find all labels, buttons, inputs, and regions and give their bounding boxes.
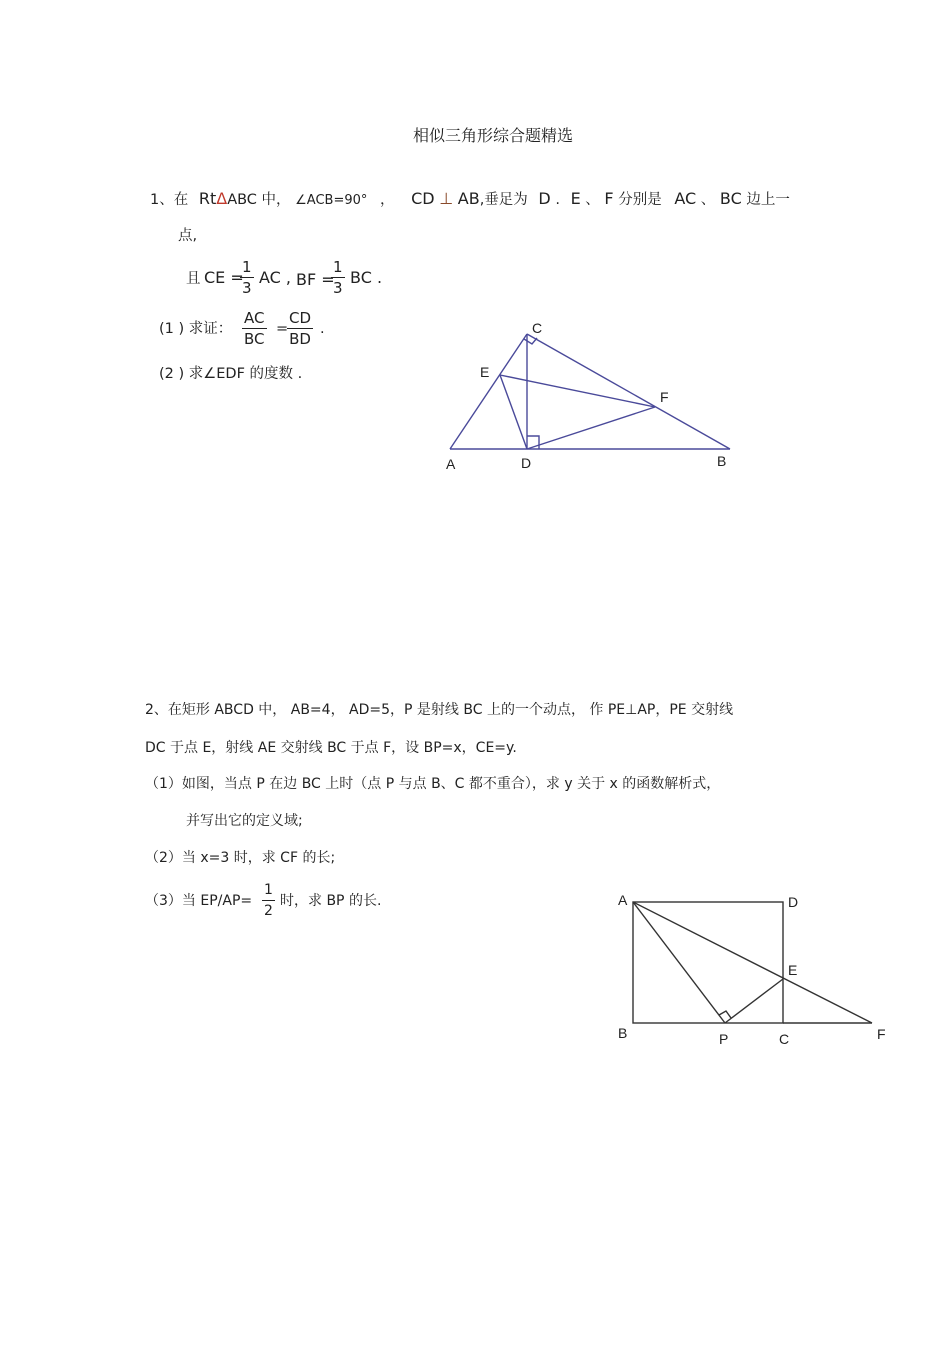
fig1-segment-cb bbox=[527, 334, 730, 449]
p1-comma: ， bbox=[380, 192, 395, 208]
p1-e: E bbox=[570, 189, 581, 208]
p1-cond-pre: 且 bbox=[186, 271, 201, 287]
fig1-segment-ac bbox=[450, 334, 527, 449]
p1-q1-fraction-right bbox=[287, 308, 313, 349]
p1-f: F bbox=[604, 189, 614, 208]
p1-respectively: 分别是 bbox=[618, 192, 662, 208]
p1-cond-f2-den: 3 bbox=[333, 279, 343, 297]
p1-cond-f1-den: 3 bbox=[242, 279, 252, 297]
p1-q1-fraction-left bbox=[242, 308, 267, 349]
p1-side-text: 边上一 bbox=[746, 192, 790, 208]
p1-cond-ac: AC , bbox=[259, 268, 292, 287]
p1-d: D bbox=[538, 189, 551, 208]
p1-triangle-symbol: Δ bbox=[216, 189, 228, 208]
p1-cond-bf: BF = bbox=[296, 270, 335, 289]
fig1-label-d: D bbox=[521, 455, 532, 471]
fig2-label-p: P bbox=[719, 1031, 729, 1047]
p1-dot: . bbox=[555, 192, 560, 208]
p1-bc: BC bbox=[719, 189, 742, 208]
p1-abc: ABC bbox=[227, 192, 257, 208]
p1-cd: CD bbox=[411, 189, 435, 208]
p1-cond-bc: BC . bbox=[350, 268, 383, 287]
p1-zhong: 中， bbox=[261, 192, 291, 208]
p1-q1-num-2: CD bbox=[289, 309, 312, 327]
problem-2-line-1: 2、在矩形 ABCD 中， AB=4， AD=5，P 是射线 BC 上的一个动点， 作 PE⊥AP，PE 交射线 bbox=[145, 702, 734, 718]
p1-cond-fraction-1 bbox=[240, 257, 254, 298]
p1-angle-acb: ∠ACB=90° bbox=[295, 193, 368, 208]
fig2-label-b: B bbox=[618, 1025, 628, 1041]
fig2-label-f: F bbox=[877, 1026, 886, 1042]
fig1-label-f: F bbox=[660, 389, 669, 405]
p1-ac: AC bbox=[674, 189, 697, 208]
page-title: 相似三角形综合题精选 bbox=[413, 126, 574, 145]
fig1-label-b: B bbox=[717, 453, 727, 469]
fig2-segment-pe bbox=[725, 979, 783, 1023]
p2-q1-line-1: （1）如图，当点 P 在边 BC 上时（点 P 与点 B、C 都不重合），求 y 关于 x 的函数解析式， bbox=[145, 776, 721, 792]
p2-q3-num: 1 bbox=[262, 880, 275, 901]
figure-1-triangle bbox=[430, 310, 750, 480]
fig2-label-a: A bbox=[618, 892, 628, 908]
fig2-segment-ap bbox=[633, 902, 725, 1023]
fig2-label-c: C bbox=[779, 1031, 790, 1047]
p2-q2: （2）当 x=3 时，求 CF 的长; bbox=[145, 850, 336, 866]
fig2-label-e: E bbox=[788, 962, 798, 978]
p2-q3-den: 2 bbox=[264, 903, 273, 919]
problem-1-line-1 bbox=[150, 190, 790, 210]
p1-q1-equals: = bbox=[276, 321, 289, 337]
p1-cond-f2-num: 1 bbox=[333, 258, 343, 276]
p1-foot: ,垂足为 bbox=[479, 192, 528, 208]
p1-q1-end: . bbox=[320, 321, 325, 337]
fig1-label-e: E bbox=[480, 364, 490, 380]
p1-q2: (2 ) 求∠EDF 的度数 . bbox=[159, 366, 303, 382]
p2-q3-post: 时，求 BP 的长. bbox=[280, 893, 382, 909]
fig1-label-c: C bbox=[532, 320, 543, 336]
fig1-segment-ed bbox=[500, 375, 527, 449]
p1-perp-symbol: ⊥ bbox=[439, 189, 454, 208]
p2-q1-line-2: 并写出它的定义域; bbox=[186, 813, 303, 829]
p1-q1-den-1: BC bbox=[244, 330, 265, 348]
p1-intro: 1、在 bbox=[150, 192, 189, 208]
fig2-label-d: D bbox=[788, 894, 799, 910]
p1-q1-num-1: AC bbox=[242, 308, 267, 329]
p1-cond-ce: CE = bbox=[204, 268, 244, 287]
p1-rt: Rt bbox=[198, 189, 217, 208]
fig2-rectangle-abcd bbox=[633, 902, 783, 1023]
fig1-segment-ef bbox=[500, 375, 655, 407]
p1-cond-fraction-2 bbox=[331, 257, 345, 298]
p1-q1-den-2: BD bbox=[289, 330, 311, 348]
fig1-segment-df bbox=[527, 407, 655, 449]
problem-2-line-2: DC 于点 E，射线 AE 交射线 BC 于点 F，设 BP=x，CE=y. bbox=[145, 740, 517, 756]
p2-q3-pre: （3）当 EP/AP= bbox=[145, 893, 253, 909]
p1-ab: AB bbox=[457, 189, 480, 208]
fig1-label-a: A bbox=[446, 456, 456, 472]
p1-q1-label: (1 ) 求证： bbox=[159, 321, 233, 337]
problem-1-line-2: 点, bbox=[178, 228, 198, 244]
figure-2-rectangle bbox=[605, 885, 905, 1055]
fig2-segment-af bbox=[633, 902, 872, 1023]
p1-sep1: 、 bbox=[585, 192, 600, 208]
p2-q3-fraction bbox=[262, 880, 275, 921]
p1-sep2: 、 bbox=[700, 192, 716, 208]
p1-cond-f1-num: 1 bbox=[242, 258, 252, 276]
